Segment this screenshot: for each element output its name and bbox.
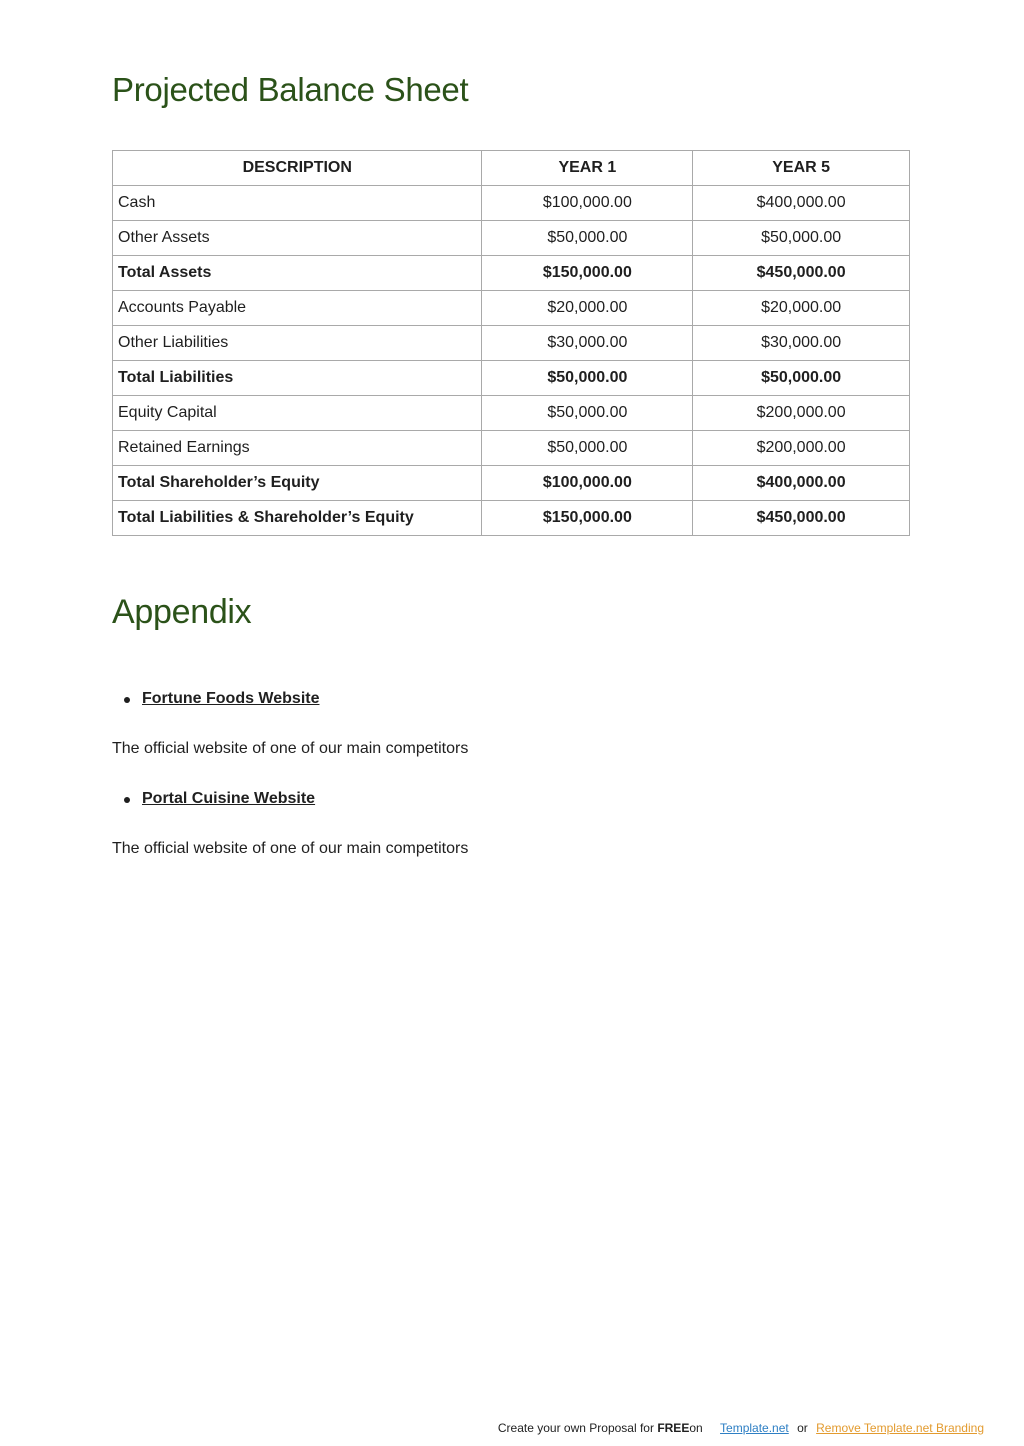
row-year-5-value: $20,000.00 (693, 291, 910, 326)
row-description: Equity Capital (113, 396, 482, 431)
table-row (113, 326, 910, 361)
column-header-description: DESCRIPTION (113, 151, 482, 186)
row-description: Other Assets (113, 221, 482, 256)
row-description: Accounts Payable (113, 291, 482, 326)
appendix-item-description: The official website of one of our main competitors (112, 740, 469, 757)
fortune-foods-link[interactable]: Fortune Foods Website (142, 690, 320, 707)
row-year-1-value: $150,000.00 (482, 501, 693, 536)
table-row (113, 221, 910, 256)
row-description: Retained Earnings (113, 431, 482, 466)
column-header-year-5: YEAR 5 (693, 151, 910, 186)
table-header-row (113, 151, 910, 186)
page-title: Projected Balance Sheet (112, 71, 469, 108)
row-year-5-value: $50,000.00 (693, 361, 910, 396)
portal-cuisine-link[interactable]: Portal Cuisine Website (142, 790, 316, 807)
row-year-1-value: $100,000.00 (482, 466, 693, 501)
footer-or-text: or (797, 1421, 808, 1435)
row-year-1-value: $30,000.00 (482, 326, 693, 361)
row-year-1-value: $50,000.00 (482, 431, 693, 466)
row-year-5-value: $200,000.00 (693, 431, 910, 466)
column-header-year-1: YEAR 1 (482, 151, 693, 186)
row-year-5-value: $30,000.00 (693, 326, 910, 361)
row-year-5-value: $400,000.00 (693, 466, 910, 501)
remove-branding-link[interactable]: Remove Template.net Branding (816, 1421, 984, 1435)
footer-text: Create your own Proposal for (497, 1421, 658, 1435)
table-total-row (113, 466, 910, 501)
balance-sheet-table (112, 150, 910, 536)
row-year-1-value: $150,000.00 (482, 256, 693, 291)
footer-on-text: on (689, 1421, 703, 1435)
row-year-1-value: $20,000.00 (482, 291, 693, 326)
row-year-1-value: $100,000.00 (482, 186, 693, 221)
row-year-5-value: $50,000.00 (693, 221, 910, 256)
table-row (113, 396, 910, 431)
row-year-5-value: $450,000.00 (693, 256, 910, 291)
table-total-row (113, 256, 910, 291)
row-year-5-value: $200,000.00 (693, 396, 910, 431)
row-description: Cash (113, 186, 482, 221)
row-description: Total Liabilities (113, 361, 482, 396)
appendix-item-description: The official website of one of our main competitors (112, 840, 469, 857)
row-year-1-value: $50,000.00 (482, 221, 693, 256)
row-description: Other Liabilities (113, 326, 482, 361)
bullet-icon (124, 697, 130, 703)
row-description: Total Liabilities & Shareholder’s Equity (113, 501, 482, 536)
table-row (113, 291, 910, 326)
bullet-icon (124, 797, 130, 803)
row-description: Total Assets (113, 256, 482, 291)
appendix-title: Appendix (112, 593, 252, 631)
table-total-row (113, 361, 910, 396)
branding-footer (498, 1419, 984, 1437)
row-year-5-value: $450,000.00 (693, 501, 910, 536)
table-total-row (113, 501, 910, 536)
template-net-link[interactable]: Template.net (720, 1421, 789, 1435)
row-year-1-value: $50,000.00 (482, 396, 693, 431)
row-description: Total Shareholder’s Equity (113, 466, 482, 501)
row-year-5-value: $400,000.00 (693, 186, 910, 221)
table-row (113, 431, 910, 466)
table-row (113, 186, 910, 221)
footer-free-text: FREE (657, 1421, 690, 1435)
row-year-1-value: $50,000.00 (482, 361, 693, 396)
